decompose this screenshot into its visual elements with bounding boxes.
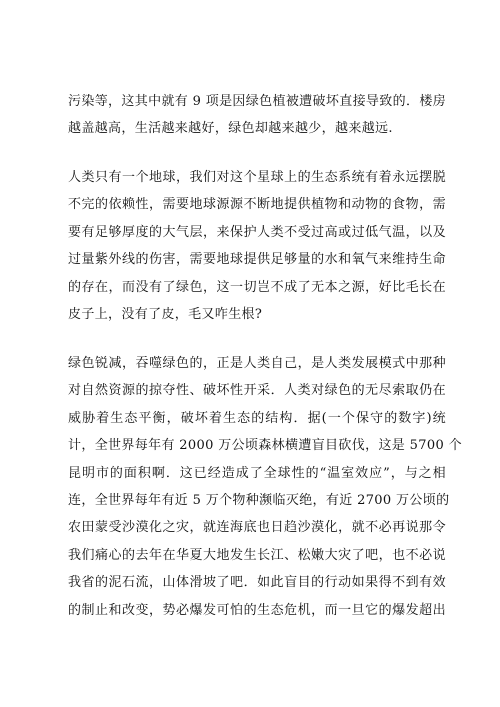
text-line: 我省的泥石流，山体滑坡了吧．如此盲目的行动如果得不到有效 [68, 575, 446, 591]
text-line: 威胁着生态平衡，破坏着生态的结构．据(一个保守的数字)统 [68, 410, 446, 426]
text-line: 过量紫外线的伤害，需要地球提供足够量的水和氧气来维持生命 [68, 252, 446, 268]
text-line: 绿色锐减，吞噬绿色的，正是人类自己，是人类发展模式中那种 [68, 356, 446, 371]
text-line: 对自然资源的掠夺性、破坏性开采．人类对绿色的无尽索取仍在 [68, 383, 446, 399]
text-line: 昆明市的面积啊．这已经造成了全球性的“温室效应”，与之相 [68, 465, 446, 481]
paragraph-pollution [68, 88, 446, 143]
text-line: 不完的依赖性，需要地球源源不断地提供植物和动物的食物，需 [68, 197, 446, 213]
text-line: 越盖越高，生活越来越好，绿色却越来越少，越来越远. [68, 121, 393, 137]
text-line: 连，全世界每年有近 5 万个物种濒临灭绝，有近 2700 万公顷的 [68, 492, 450, 508]
text-line: 皮子上，没有了皮，毛又咋生根? [68, 306, 263, 322]
text-line: 要有足够厚度的大气层，来保护人类不受过高或过低气温，以及 [68, 224, 446, 240]
text-line: 我们痛心的去年在华夏大地发生长江、松嫩大灾了吧，也不必说 [68, 547, 446, 563]
text-line: 计，全世界每年有 2000 万公顷森林横遭盲目砍伐，这是 5700 个 [68, 438, 462, 454]
paragraph-green-decline [68, 350, 462, 624]
paragraph-one-earth [68, 164, 446, 328]
text-line: 污染等，这其中就有 9 项是因绿色植被遭破坏直接导致的．楼房 [68, 94, 447, 109]
text-line: 的制止和改变，势必爆发可怕的生态危机，而一旦它的爆发超出 [68, 602, 446, 618]
text-line: 的存在，而没有了绿色，这一切岂不成了无本之源，好比毛长在 [68, 279, 446, 295]
text-line: 人类只有一个地球，我们对这个星球上的生态系统有着永远摆脱 [68, 170, 446, 185]
text-line: 农田蒙受沙漠化之灾，就连海底也日趋沙漠化，就不必再说那令 [68, 520, 446, 536]
